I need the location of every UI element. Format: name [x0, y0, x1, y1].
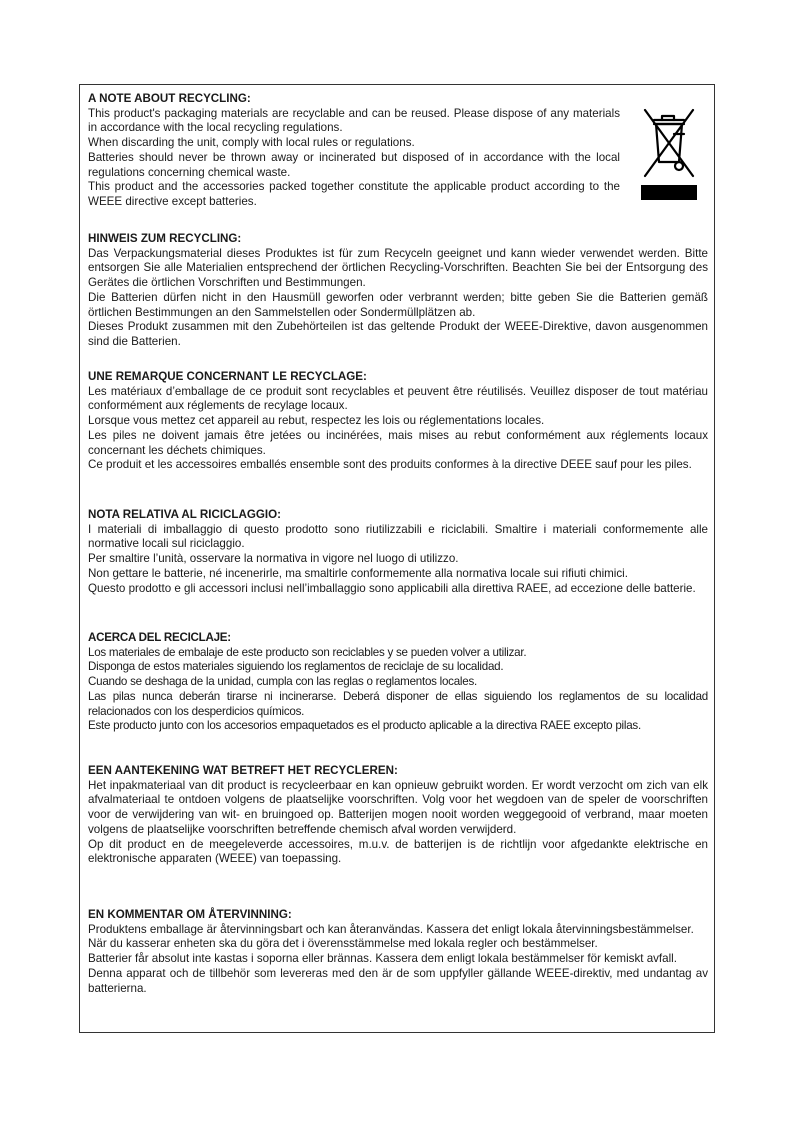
section-italian	[88, 508, 708, 596]
section-paragraph: Denna apparat och de tillbehör som levereras med den är de som uppfyller gällande WEEE-direktiv, med undantag av batterierna.	[88, 966, 708, 995]
section-paragraph: Op dit product en de meegeleverde accessoires, m.u.v. de batterijen is de richtlijn voor afgedankte elektrische en elektronische apparaten (WEEE) van toepassing.	[88, 837, 708, 866]
section-paragraph: Non gettare le batterie, né incenerirle, ma smaltirle conformemente alla normativa locale sui rifiuti chimici.	[88, 566, 628, 580]
section-paragraph: Questo prodotto e gli accessori inclusi nell’imballaggio sono applicabili alla direttiva RAEE, ad eccezione delle batterie.	[88, 581, 696, 595]
section-paragraph: Batteries should never be thrown away or incinerated but disposed of in accordance with the local regulations concerning chemical waste.	[88, 150, 620, 179]
section-heading: A NOTE ABOUT RECYCLING:	[88, 92, 251, 105]
section-paragraph: Batterier får absolut inte kastas i soporna eller brännas. Kassera dem enligt lokala bestämmelser för kemiskt avfall.	[88, 952, 677, 966]
section-paragraph: Die Batterien dürfen nicht in den Hausmüll geworfen oder verbrannt werden; bitte geben Sie die Batterien gemäß örtlichen Bestimmungen an den Sammelstellen oder Sondermüllplätzen ab.	[88, 290, 708, 319]
section-spanish	[88, 631, 708, 734]
section-heading: EN KOMMENTAR OM ÅTERVINNING:	[88, 908, 292, 921]
section-paragraph: När du kasserar enheten ska du göra det i överensstämmelse med lokala regler och bestämmelser.	[88, 937, 598, 951]
section-dutch	[88, 764, 708, 867]
section-paragraph: Les matériaux d’emballage de ce produit sont recyclables et peuvent être réutilisés. Veuillez disposer de tout matériau conformément aux réglements de recylage locaux.	[88, 384, 708, 413]
section-english	[88, 92, 708, 210]
section-heading: EEN AANTEKENING WAT BETREFT HET RECYCLEREN:	[88, 764, 398, 777]
section-paragraph: Cuando se deshaga de la unidad, cumpla con las reglas o reglamentos locales.	[88, 675, 477, 689]
section-paragraph: Het inpakmateriaal van dit product is recycleerbaar en kan opnieuw gebruikt worden. Er wordt verzocht om zich van elk afvalmateriaal te ontdoen volgens de plaatselijke voorschriften. Volg voor het wegdoen van de speler de voorschriften voor de verwijdering van wit- en bruingoed op. Batterijen mogen nooit worden weggegooid of verbrand, maar moeten volgens de plaatselijke voorschriften betreffende chemisch afval worden verwijderd.	[88, 778, 708, 836]
section-paragraph: Dieses Produkt zusammen mit den Zubehörteilen ist das geltende Produkt der WEEE-Direktive, davon ausgenommen sind die Batterien.	[88, 320, 708, 348]
section-paragraph: I materiali di imballaggio di questo prodotto sono riutilizzabili e riciclabili. Smaltire i materiali conformemente alle normative locali sul riciclaggio.	[88, 522, 708, 551]
section-paragraph: Produktens emballage är återvinningsbart och kan återanvändas. Kassera det enligt lokala återvinningsbestämmelser.	[88, 922, 694, 936]
section-paragraph: Lorsque vous mettez cet appareil au rebut, respectez les lois ou réglementations locales.	[88, 414, 545, 428]
section-paragraph: Les piles ne doivent jamais être jetées ou incinérées, mais mises au rebut conformément aux réglements locaux concernant les déchets chimiques.	[88, 428, 708, 457]
section-paragraph: Per smaltire l’unità, osservare la normativa in vigore nel luogo di utilizzo.	[88, 552, 459, 566]
section-heading: ACERCA DEL RECICLAJE:	[88, 631, 231, 644]
section-paragraph: This product and the accessories packed together constitute the applicable product according to the WEEE directive except batteries.	[88, 180, 620, 208]
section-paragraph: Disponga de estos materiales siguiendo los reglamentos de reciclaje de su localidad.	[88, 660, 504, 674]
section-paragraph: This product's packaging materials are recyclable and can be reused. Please dispose of any materials in accordance with the local recycling regulations.	[88, 106, 620, 135]
section-french	[88, 370, 708, 473]
section-paragraph: Este producto junto con los accesorios empaquetados es el producto aplicable a la directiva RAEE excepto pilas.	[88, 719, 641, 733]
section-paragraph: When discarding the unit, comply with local rules or regulations.	[88, 136, 415, 150]
section-heading: NOTA RELATIVA AL RICICLAGGIO:	[88, 508, 281, 521]
section-german	[88, 232, 708, 350]
section-heading: UNE REMARQUE CONCERNANT LE RECYCLAGE:	[88, 370, 367, 383]
section-paragraph: Das Verpackungsmaterial dieses Produktes ist für zum Recyceln geeignet und kann wieder verwendet werden. Bitte entsorgen Sie alle Materialien entsprechend der örtlichen Recycling-Vorschriften. Beachten Sie bei der Entsorgung des Gerätes die örtlichen Vorschriften und Bestimmungen.	[88, 246, 708, 290]
section-paragraph: Los materiales de embalaje de este producto son reciclables y se pueden volver a utilizar.	[88, 645, 527, 659]
section-paragraph: Ce produit et les accessoires emballés ensemble sont des produits conformes à la directive DEEE sauf pour les piles.	[88, 458, 692, 472]
section-swedish	[88, 908, 708, 996]
section-paragraph: Las pilas nunca deberán tirarse ni incinerarse. Deberá disponer de ellas siguiendo los reglamentos de su localidad relacionados con los desperdicios químicos.	[88, 689, 708, 718]
section-heading: HINWEIS ZUM RECYCLING:	[88, 232, 242, 245]
